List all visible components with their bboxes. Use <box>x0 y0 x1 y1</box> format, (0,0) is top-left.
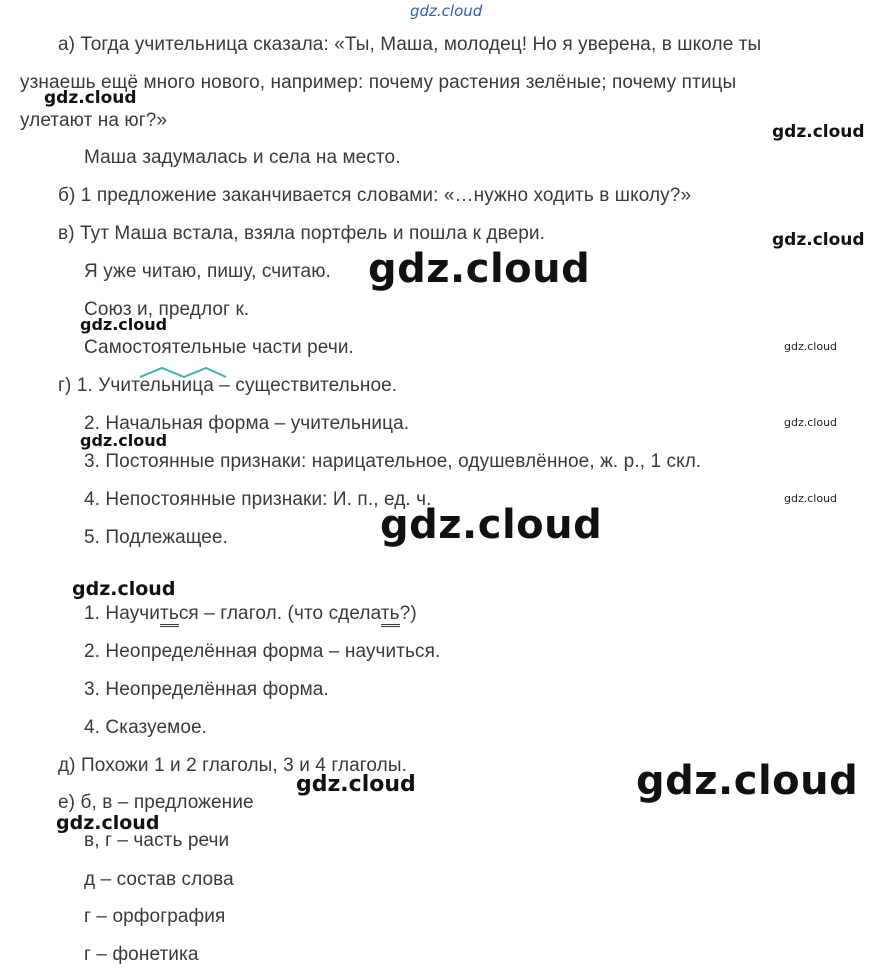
watermark: gdz.cloud <box>784 340 838 353</box>
text-line-e5: г – фонетика <box>84 944 199 965</box>
watermark: gdz.cloud <box>80 315 168 334</box>
watermark: gdz.cloud <box>368 246 591 292</box>
text-line-g2: 2. Начальная форма – учительница. <box>84 413 410 434</box>
watermark-top: gdz.cloud <box>410 2 483 20</box>
g1-prefix: г) 1. <box>58 375 99 396</box>
text-line-e4: г – орфография <box>84 906 226 927</box>
text-line-e1: е) б, в – предложение <box>58 792 254 813</box>
text-line-h1 <box>84 603 417 625</box>
text-line-h2: 2. Неопределённая форма – научиться. <box>84 641 441 662</box>
h1-part-e: ?) <box>399 603 417 624</box>
text-line-h3: 3. Неопределённая форма. <box>84 679 329 700</box>
h1-part-c: ся – глагол. (что сдела <box>178 603 381 624</box>
text-line-a2: узнаешь ещё много нового, например: почему растения зелёные; почему птицы <box>20 72 737 93</box>
watermark: gdz.cloud <box>784 492 838 505</box>
watermark: gdz.cloud <box>72 578 176 600</box>
text-line-g5: 5. Подлежащее. <box>84 527 228 548</box>
watermark: gdz.cloud <box>80 431 168 450</box>
text-line-e2: в, г – часть речи <box>84 830 230 851</box>
watermark: gdz.cloud <box>772 122 865 142</box>
suffix-underlined: ть <box>160 603 179 627</box>
text-line-h4: 4. Сказуемое. <box>84 717 208 738</box>
text-line-v3: Союз и, предлог к. <box>84 299 250 320</box>
text-line-b1: б) 1 предложение заканчивается словами: «…нужно ходить в школу?» <box>58 185 692 206</box>
watermark: gdz.cloud <box>44 88 137 108</box>
h1-part-a: 1. Научи <box>84 603 161 624</box>
suffix-underlined: ть <box>381 603 400 627</box>
watermark: gdz.cloud <box>784 416 838 429</box>
watermark: gdz.cloud <box>296 772 416 797</box>
watermark: gdz.cloud <box>56 812 160 834</box>
text-line-a4: Маша задумалась и села на место. <box>84 147 401 168</box>
text-line-a1: а) Тогда учительница сказала: «Ты, Маша, молодец! Но я уверена, в школе ты <box>58 34 762 55</box>
watermark: gdz.cloud <box>380 502 603 548</box>
text-line-v4: Самостоятельные части речи. <box>84 337 354 358</box>
g1-rest: – существительное. <box>213 375 398 396</box>
text-line-g4: 4. Непостоянные признаки: И. п., ед. ч. <box>84 489 432 510</box>
root-mark-zigzag <box>140 366 230 380</box>
text-line-d1: д) Похожи 1 и 2 глаголы, 3 и 4 глаголы. <box>58 755 407 776</box>
subject-word: Учительница <box>98 375 214 396</box>
text-line-v1: в) Тут Маша встала, взяла портфель и пошла к двери. <box>58 223 546 244</box>
text-line-a3: улетают на юг?» <box>20 110 168 131</box>
text-line-g3: 3. Постоянные признаки: нарицательное, одушевлённое, ж. р., 1 скл. <box>84 451 702 472</box>
watermark: gdz.cloud <box>772 230 865 250</box>
watermark: gdz.cloud <box>636 758 859 804</box>
text-line-e3: д – состав слова <box>84 869 234 890</box>
text-line-v2: Я уже читаю, пишу, считаю. <box>84 261 331 282</box>
